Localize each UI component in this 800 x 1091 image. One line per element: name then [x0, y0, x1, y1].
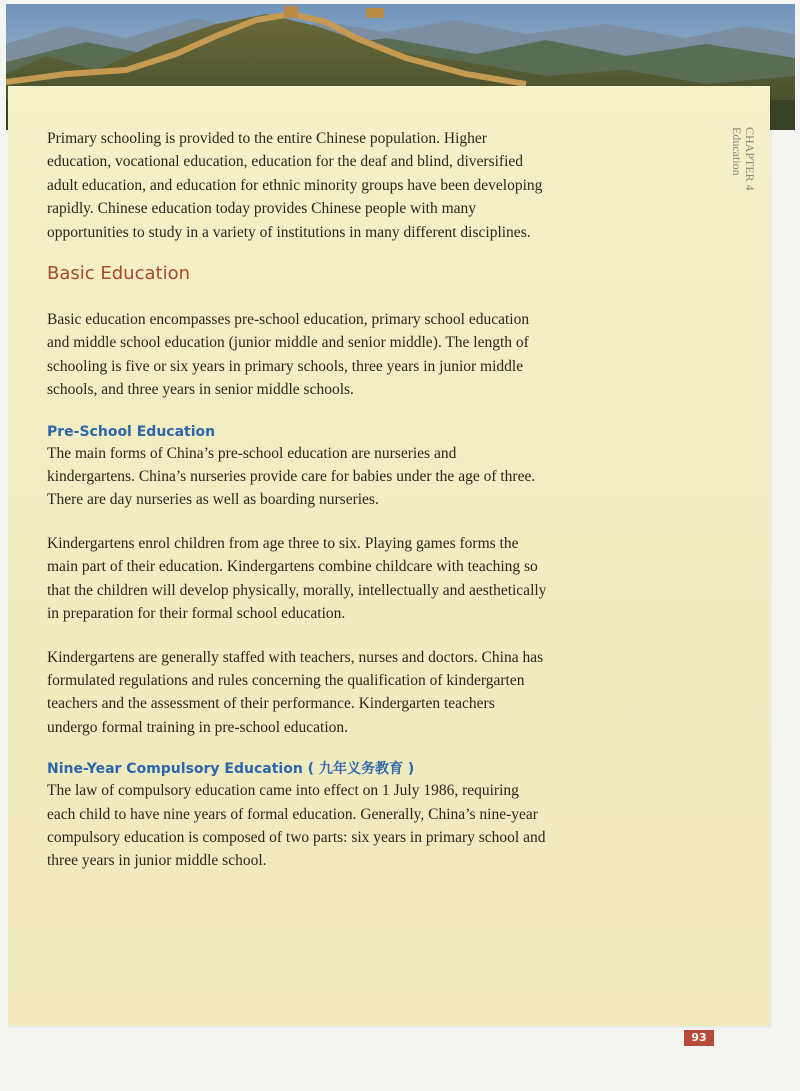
chapter-sidebar	[730, 127, 756, 191]
compulsory-education-paragraph: The law of compulsory education came into effect on 1 July 1986, requiring each child to have nine years of formal education. Generally, China’s nine-year compulsory education is composed of two parts: six years in primary school and three years in junior middle school.	[47, 782, 546, 870]
chapter-number: CHAPTER 4	[743, 127, 757, 191]
compulsory-education-heading: Nine-Year Compulsory Education ( 九年义务教育 )	[47, 761, 415, 778]
main-text	[47, 127, 547, 873]
basic-education-paragraph: Basic education encompasses pre-school education, primary school education and middle school education (junior middle and senior middle). The length of schooling is five or six years in primary schools, three years in junior middle schools, and three years in senior middle schools.	[47, 311, 530, 399]
intro-paragraph: Primary schooling is provided to the entire Chinese population. Higher education, vocational education, education for the deaf and blind, diversified adult education, and education for ethnic minority groups have been developing rapidly. Chinese education today provides Chinese people with many opportunities to study in a variety of institutions in many different disciplines.	[47, 130, 543, 241]
pre-school-paragraph: Kindergartens enrol children from age three to six. Playing games forms the main part of their education. Kindergartens combine childcare with teaching so that the children will develop physically, morally, intellectually and aesthetically in preparation for their formal school education.	[47, 534, 547, 623]
pre-school-paragraph: Kindergartens are generally staffed with teachers, nurses and doctors. China has formulated regulations and rules concerning the qualification of kindergarten teachers and the assessment of their performance. Kindergarten teachers undergo formal training in pre-school education.	[47, 648, 544, 736]
pre-school-heading: Pre-School Education	[47, 423, 216, 440]
page-number-badge: 93	[684, 1030, 714, 1046]
basic-education-heading: Basic Education	[47, 263, 190, 285]
chapter-title: Education	[730, 127, 744, 176]
pre-school-paragraph: The main forms of China’s pre-school education are nurseries and kindergartens. China’s nurseries provide care for babies under the age of three. There are day nurseries as well as boarding nurseries.	[47, 444, 536, 509]
